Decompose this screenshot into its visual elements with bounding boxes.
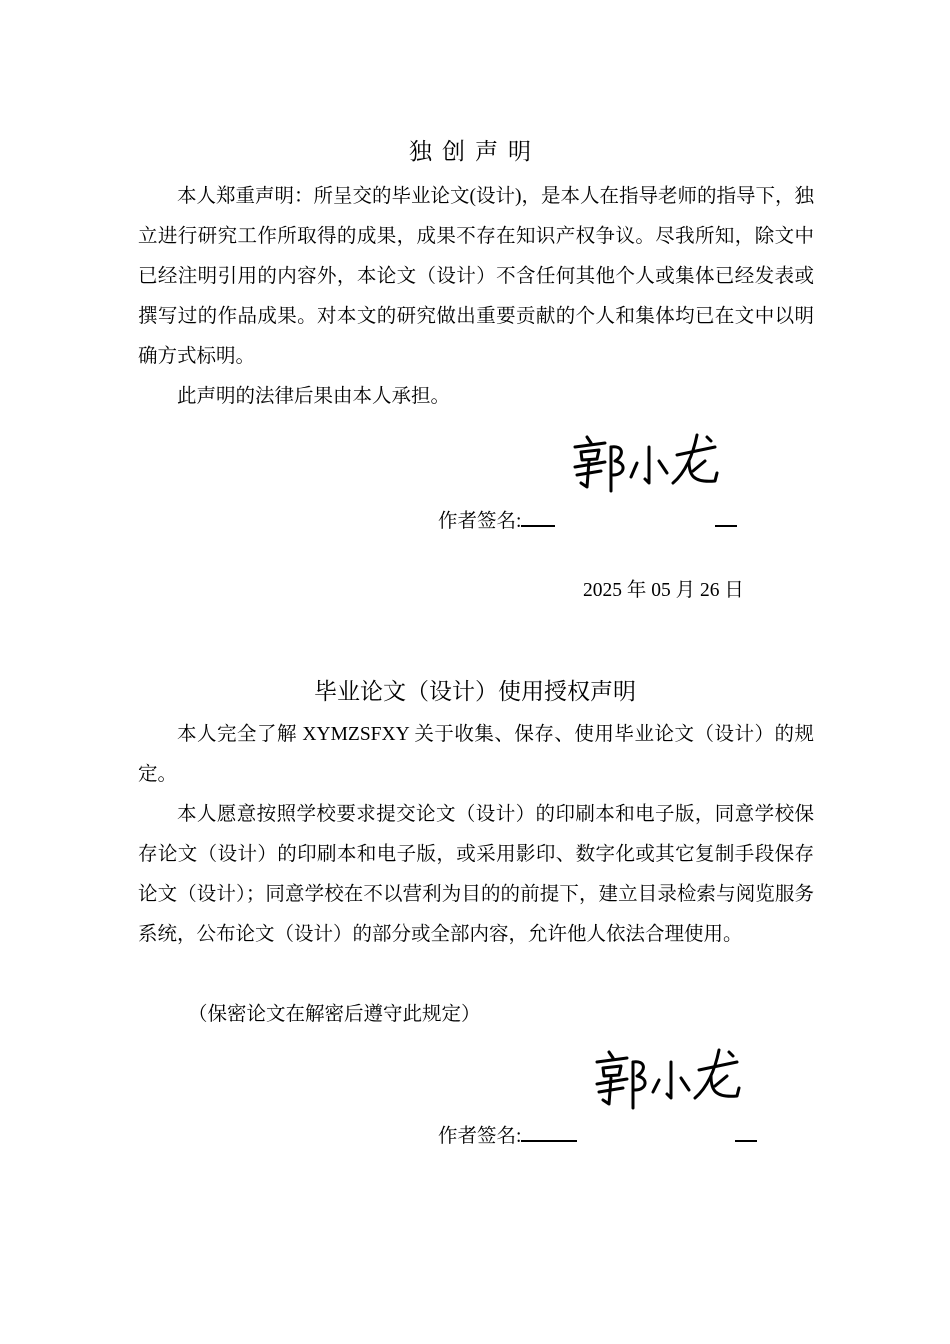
declaration-handwritten-signature xyxy=(565,425,730,495)
authorization-handwritten-signature xyxy=(585,1040,750,1112)
declaration-signature-line xyxy=(438,503,737,537)
declaration-date: 2025 年 05 月 26 日 xyxy=(583,580,744,601)
authorization-signature-line xyxy=(438,1118,757,1152)
authorization-signature-label: 作者签名: xyxy=(438,1126,522,1147)
signature-underline xyxy=(735,1118,757,1142)
signature-underline xyxy=(521,1118,577,1142)
authorization-title: 毕业论文（设计）使用授权声明 xyxy=(314,679,636,705)
authorization-paragraph-2: 本人愿意按照学校要求提交论文（设计）的印刷本和电子版，同意学校保存论文（设计）的印刷本和电子版，或采用影印、数字化或其它复制手段保存论文（设计）；同意学校在不以营利为目的的前提下，建立目录检索与阅览服务系统，公布论文（设计）的部分或全部内容，允许他人依法合理使用。 xyxy=(138,804,814,945)
signature-underline xyxy=(715,503,737,527)
declaration-paragraph-1: 本人郑重声明：所呈交的毕业论文(设计)，是本人在指导老师的指导下，独立进行研究工作所取得的成果，成果不存在知识产权争议。尽我所知，除文中已经注明引用的内容外，本论文（设计）不含任何其他个人或集体已经发表或撰写过的作品成果。对本文的研究做出重要贡献的个人和集体均已在文中以明确方式标明。 xyxy=(138,186,814,367)
authorization-note: （保密论文在解密后遵守此规定） xyxy=(188,1004,481,1025)
authorization-paragraph-1: 本人完全了解 XYMZSFXY 关于收集、保存、使用毕业论文（设计）的规定。 xyxy=(138,724,814,785)
declaration-signature-label: 作者签名: xyxy=(438,511,522,532)
declaration-title: 独创声明 xyxy=(409,139,541,165)
signature-underline xyxy=(521,503,555,527)
declaration-paragraph-2: 此声明的法律后果由本人承担。 xyxy=(177,386,451,407)
